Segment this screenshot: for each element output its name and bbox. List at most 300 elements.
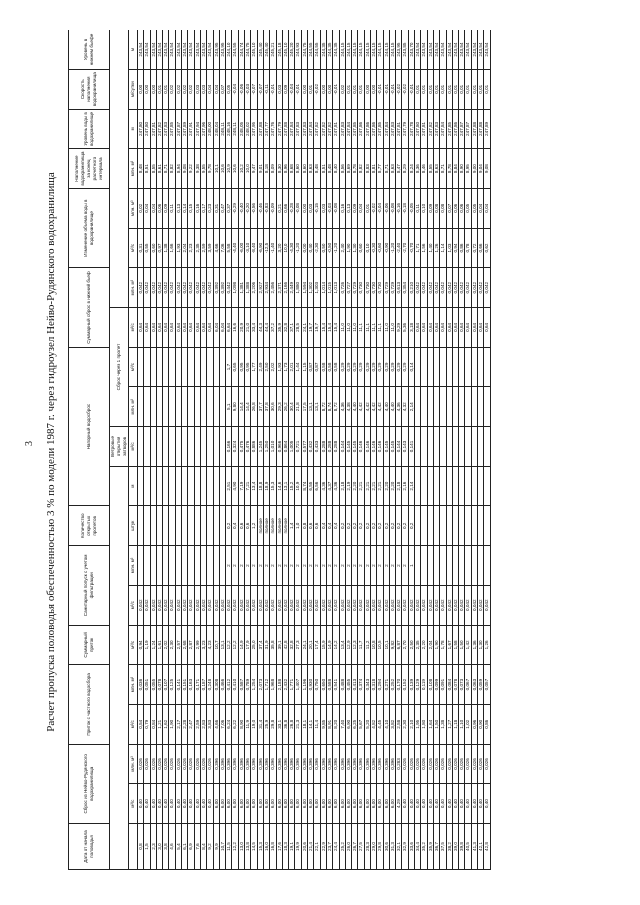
table-cell: 0,396: [213, 744, 219, 784]
table-cell: 0,06: [156, 188, 162, 228]
table-cell: 0,47: [219, 188, 225, 228]
table-cell: 25,2: [339, 824, 345, 870]
table-cell: полное: [270, 506, 276, 546]
table-cell: 245,10: [282, 30, 288, 69]
table-cell: 27,3: [295, 625, 301, 665]
table-cell: 6,00: [270, 784, 276, 824]
table-cell: 9,80: [232, 387, 238, 427]
table-cell: 8,69: [345, 149, 351, 189]
column-unit-header: м³/с: [129, 347, 138, 387]
table-cell: 24,1: [301, 625, 307, 665]
table-cell: 32,9: [402, 824, 408, 870]
table-cell: 0,466: [219, 665, 225, 705]
table-cell: 8,48: [314, 149, 320, 189]
table-cell: 0,04: [484, 188, 490, 228]
table-cell: 0,396: [257, 744, 263, 784]
table-cell: 2: [370, 546, 376, 586]
table-cell: 243,54: [207, 30, 213, 69]
table-cell: 1,38: [440, 704, 446, 744]
table-cell: 1,21: [156, 704, 162, 744]
table-cell: 2,166: [282, 268, 288, 308]
table-cell: 247,82: [156, 109, 162, 149]
table-cell: 247,87: [465, 109, 471, 149]
table-cell: 15,4: [320, 308, 326, 348]
table-cell: 0,04: [207, 69, 213, 109]
table-cell: 0,392: [213, 268, 219, 308]
table-cell: 0,37: [226, 188, 232, 228]
table-cell: 0,00: [138, 69, 144, 109]
table-cell: 17,4: [314, 625, 320, 665]
table-cell: 0,6: [308, 506, 314, 546]
table-cell: 8,91: [326, 704, 332, 744]
table-cell: 0,166: [226, 427, 232, 467]
table-cell: 245,10: [251, 30, 257, 69]
table-cell: 0,073: [459, 665, 465, 705]
table-cell: 0,29: [358, 347, 364, 387]
table-cell: 0,042: [452, 268, 458, 308]
table-cell: 6,87: [396, 625, 402, 665]
table-cell: 15,3: [270, 466, 276, 506]
column-unit-header: м³/с: [129, 704, 138, 744]
table-cell: 0,587: [238, 665, 244, 705]
table-cell: -0,01: [270, 69, 276, 109]
table-cell: 244,75: [301, 30, 307, 69]
table-cell: 6,00: [245, 784, 251, 824]
table-cell: 0,343: [364, 665, 370, 705]
table-cell: 0,64: [207, 308, 213, 348]
table-cell: 0,29: [383, 347, 389, 387]
table-cell: 0,152: [402, 665, 408, 705]
table-cell: 0,64: [163, 308, 169, 348]
table-cell: -8,40: [251, 228, 257, 268]
table-cell: 4,37: [326, 466, 332, 506]
table-cell: 0,64: [484, 308, 490, 348]
table-cell: 2: [326, 546, 332, 586]
table-cell: 1,30: [478, 625, 484, 665]
table-cell: 0,00: [150, 69, 156, 109]
table-cell: 247,85: [352, 109, 358, 149]
table-cell: -0,02: [314, 69, 320, 109]
column-group-header: Дата от начала половодья: [69, 824, 110, 870]
table-cell: 2,02: [270, 347, 276, 387]
table-cell: 0,40: [169, 784, 175, 824]
table-cell: 0,2: [358, 506, 364, 546]
table-cell: 247,85: [169, 109, 175, 149]
table-cell: 0,042: [358, 585, 364, 625]
table-cell: 1,381: [238, 268, 244, 308]
table-cell: 244,55: [308, 30, 314, 69]
table-cell: 245,40: [257, 30, 263, 69]
table-cell: -2,40: [396, 228, 402, 268]
table-cell: 4,40: [383, 387, 389, 427]
table-cell: 248,02: [245, 109, 251, 149]
table-cell: 0,042: [465, 585, 471, 625]
table-cell: 31,9: [263, 625, 269, 665]
column-unit-header: м³/с: [129, 784, 138, 824]
table-cell: 0,64: [175, 308, 181, 348]
table-cell: 22,1: [314, 824, 320, 870]
table-cell: 6,00: [345, 784, 351, 824]
table-cell: 2,20: [421, 625, 427, 665]
table-cell: 0,042: [200, 268, 206, 308]
table-cell: 14,5: [251, 824, 257, 870]
table-cell: 0,727: [345, 268, 351, 308]
table-cell: 6,00: [301, 784, 307, 824]
table-cell: 37,5: [440, 824, 446, 870]
table-cell: 1,196: [301, 665, 307, 705]
table-cell: 0,2: [389, 506, 395, 546]
table-cell: 0,042: [352, 585, 358, 625]
table-cell: 247,85: [446, 109, 452, 149]
table-cell: 1,30: [352, 228, 358, 268]
table-cell: 42,8: [484, 824, 490, 870]
table-cell: 0,40: [433, 784, 439, 824]
table-cell: 1,93: [175, 228, 181, 268]
table-cell: 35,2: [421, 824, 427, 870]
table-cell: 1,594: [301, 268, 307, 308]
table-cell: 4,29: [396, 784, 402, 824]
table-cell: 8,55: [427, 149, 433, 189]
table-cell: 247,94: [194, 109, 200, 149]
table-cell: -0,07: [257, 69, 263, 109]
table-cell: 11,0: [345, 308, 351, 348]
table-cell: 0,091: [440, 665, 446, 705]
table-cell: 247,79: [276, 109, 282, 149]
table-cell: 0,64: [459, 308, 465, 348]
table-cell: 8,48: [138, 149, 144, 189]
table-cell: 0,541: [333, 665, 339, 705]
table-cell: 9,08: [182, 149, 188, 189]
table-cell: 0,026: [459, 744, 465, 784]
table-cell: 0,13: [175, 188, 181, 228]
table-cell: 31,3: [389, 824, 395, 870]
table-cell: 0,03: [200, 69, 206, 109]
table-cell: 0,66: [282, 188, 288, 228]
table-cell: 247,89: [182, 109, 188, 149]
table-cell: 243,54: [150, 30, 156, 69]
table-cell: 6,00: [295, 784, 301, 824]
table-cell: [484, 546, 490, 586]
table-cell: 248,00: [207, 109, 213, 149]
table-cell: 1,64: [427, 704, 433, 744]
table-cell: -0,08: [333, 188, 339, 228]
table-cell: 7,06: [219, 228, 225, 268]
table-cell: 1,73: [282, 347, 288, 387]
table-cell: 247,84: [289, 109, 295, 149]
table-cell: 37,1: [289, 308, 295, 348]
table-cell: 0,02: [339, 69, 345, 109]
table-cell: 248,05: [238, 109, 244, 149]
table-cell: 0,31: [213, 188, 219, 228]
table-cell: 2,30: [402, 704, 408, 744]
table-cell: 2,01: [289, 347, 295, 387]
table-cell: 8,77: [377, 149, 383, 189]
table-cell: 0,042: [263, 585, 269, 625]
table-cell: 19,9: [295, 824, 301, 870]
table-cell: 0,64: [433, 308, 439, 348]
table-cell: 0,067: [465, 665, 471, 705]
table-cell: 3,59: [207, 228, 213, 268]
table-cell: 0,29: [339, 347, 345, 387]
table-cell: 21,8: [295, 387, 301, 427]
table-cell: 3,82: [389, 704, 395, 744]
table-cell: 26,7: [352, 824, 358, 870]
table-cell: 9,29: [396, 308, 402, 348]
table-cell: 2,927: [257, 268, 263, 308]
table-cell: 15,4: [333, 308, 339, 348]
table-cell: 0,042: [339, 585, 345, 625]
table-cell: 10,0: [282, 228, 288, 268]
header-units-row: [129, 30, 138, 870]
table-cell: 37,7: [257, 387, 263, 427]
table-cell: 0,07: [446, 188, 452, 228]
table-cell: 4,66: [213, 704, 219, 744]
column-unit-header: м³/с: [129, 427, 138, 467]
table-cell: 1,18: [452, 704, 458, 744]
table-cell: 26,0: [345, 824, 351, 870]
table-cell: 0,442: [226, 268, 232, 308]
table-cell: 2,14: [408, 466, 414, 506]
table-cell: 0,14: [182, 188, 188, 228]
table-cell: 18,3: [282, 824, 288, 870]
table-cell: 2,49: [257, 347, 263, 387]
table-cell: -0,28: [289, 188, 295, 228]
table-cell: -0,30: [370, 228, 376, 268]
table-cell: 10,1: [213, 149, 219, 189]
table-cell: 28,5: [295, 308, 301, 348]
table-cell: 0,318: [370, 665, 376, 705]
table-cell: 248,04: [213, 109, 219, 149]
table-cell: 247,80: [415, 109, 421, 149]
table-cell: 0,04: [358, 188, 364, 228]
table-cell: 247,86: [452, 109, 458, 149]
table-cell: 6,00: [263, 784, 269, 824]
table-cell: 8,68: [289, 149, 295, 189]
table-cell: 0,04: [213, 69, 219, 109]
table-cell: 11,0: [383, 308, 389, 348]
table-cell: 247,84: [440, 109, 446, 149]
table-cell: 243,54: [415, 30, 421, 69]
table-cell: 2,87: [188, 625, 194, 665]
table-cell: 1,7: [226, 347, 232, 387]
table-cell: 6,00: [314, 784, 320, 824]
table-cell: 0,396: [270, 744, 276, 784]
table-cell: 0,042: [465, 268, 471, 308]
table-cell: -3,10: [245, 228, 251, 268]
table-cell: 0,042: [251, 585, 257, 625]
table-cell: 0,730: [370, 268, 376, 308]
table-cell: 1,50: [433, 704, 439, 744]
table-cell: 1,245: [257, 427, 263, 467]
table-cell: 2: [232, 546, 238, 586]
table-cell: 247,80: [144, 109, 150, 149]
table-cell: 0,396: [377, 744, 383, 784]
table-cell: 0,40: [446, 784, 452, 824]
table-cell: 247,76: [270, 109, 276, 149]
table-cell: 8,55: [150, 149, 156, 189]
column-unit-header: млн. м³: [129, 546, 138, 586]
table-cell: 0,026: [169, 744, 175, 784]
table-cell: 0,2: [364, 506, 370, 546]
table-cell: 11,7: [358, 625, 364, 665]
table-cell: 0,057: [484, 665, 490, 705]
table-cell: 2: [320, 546, 326, 586]
table-cell: 20,6: [301, 824, 307, 870]
table-cell: 0,042: [446, 585, 452, 625]
table-cell: 2: [364, 546, 370, 586]
table-cell: 247,83: [433, 109, 439, 149]
table-cell: 0,09: [163, 188, 169, 228]
table-cell: 0,042: [345, 585, 351, 625]
table-cell: 247,83: [339, 109, 345, 149]
table-cell: 1,26: [433, 228, 439, 268]
table-cell: 0,042: [289, 585, 295, 625]
table-cell: 247,79: [402, 109, 408, 149]
table-cell: 1,302: [308, 268, 314, 308]
table-cell: 10,5: [377, 625, 383, 665]
table-cell: 30,4: [289, 387, 295, 427]
table-cell: 0,146: [377, 427, 383, 467]
table-cell: 0,042: [459, 585, 465, 625]
table-cell: 6,24: [226, 704, 232, 744]
table-cell: 0,01: [427, 69, 433, 109]
table-cell: 0,042: [421, 268, 427, 308]
table-cell: 12,9: [345, 625, 351, 665]
table-cell: 6,00: [232, 784, 238, 824]
table-cell: 12,2: [232, 824, 238, 870]
table-cell: 1,61: [156, 625, 162, 665]
table-cell: 9,00: [471, 149, 477, 189]
table-cell: 6,00: [213, 784, 219, 824]
table-cell: 0,151: [182, 665, 188, 705]
table-cell: 0,026: [471, 744, 477, 784]
table-cell: 1,5: [144, 824, 150, 870]
table-cell: 0,60: [358, 228, 364, 268]
table-cell: 0,354: [402, 268, 408, 308]
table-cell: 0,729: [383, 268, 389, 308]
table-cell: 2,18: [396, 466, 402, 506]
table-cell: 1,58: [452, 625, 458, 665]
table-cell: 0,55: [144, 228, 150, 268]
table-cell: 0,15: [188, 188, 194, 228]
table-cell: 24,4: [333, 824, 339, 870]
table-cell: 6,00: [383, 784, 389, 824]
table-cell: 0,886: [251, 427, 257, 467]
table-cell: 0,62: [484, 228, 490, 268]
table-cell: 0,042: [169, 268, 175, 308]
table-cell: 2,206: [251, 268, 257, 308]
table-cell: 6,56: [314, 466, 320, 506]
table-cell: 8,78: [446, 149, 452, 189]
table-cell: 13,1: [219, 625, 225, 665]
column-group-header: Суммарный сброс в нижний бьеф: [69, 268, 110, 347]
table-cell: 11,1: [377, 308, 383, 348]
table-cell: 0,288: [320, 427, 326, 467]
table-cell: -0,06: [238, 69, 244, 109]
table-cell: 243,54: [163, 30, 169, 69]
table-cell: 0,6: [238, 506, 244, 546]
table-cell: 247,81: [421, 109, 427, 149]
table-cell: 0,730: [377, 268, 383, 308]
table-cell: 9,08: [484, 149, 490, 189]
table-cell: 0,042: [440, 268, 446, 308]
table-cell: 0,413: [352, 665, 358, 705]
table-cell: 0,2: [383, 506, 389, 546]
table-cell: 244,15: [389, 30, 395, 69]
table-cell: 243,54: [144, 30, 150, 69]
table-cell: 0,042: [207, 268, 213, 308]
table-cell: 0,00: [301, 228, 307, 268]
table-cell: 0,042: [144, 268, 150, 308]
table-cell: 27,5: [358, 824, 364, 870]
column-unit-header: м: [129, 466, 138, 506]
table-cell: 0,2: [402, 506, 408, 546]
table-cell: 0,042: [421, 585, 427, 625]
table-cell: 13,1: [308, 387, 314, 427]
table-cell: 0,40: [471, 784, 477, 824]
table-cell: -0,20: [245, 188, 251, 228]
table-cell: 1,013: [333, 268, 339, 308]
table-cell: 15,4: [326, 308, 332, 348]
table-cell: 2: [339, 546, 345, 586]
table-cell: 0,026: [207, 744, 213, 784]
table-cell: 0,05: [471, 188, 477, 228]
table-cell: 25,9: [263, 704, 269, 744]
table-cell: 0,00: [326, 69, 332, 109]
table-cell: 10,0: [245, 149, 251, 189]
table-cell: 243,54: [484, 30, 490, 69]
table-cell: -0,06: [383, 188, 389, 228]
table-cell: 9,55: [200, 149, 206, 189]
table-cell: 6,04: [219, 308, 225, 348]
table-cell: 18,1: [301, 704, 307, 744]
table-cell: полное: [257, 506, 263, 546]
table-cell: 1,250: [263, 427, 269, 467]
table-cell: 6,00: [308, 784, 314, 824]
table-cell: 0,042: [440, 585, 446, 625]
table-cell: 2: [251, 546, 257, 586]
table-cell: 0,29: [370, 347, 376, 387]
table-cell: 0,324: [232, 427, 238, 467]
table-cell: 35,9: [427, 824, 433, 870]
table-cell: -0,02: [396, 69, 402, 109]
table-cell: 0,187: [200, 665, 206, 705]
table-cell: 10,7: [213, 625, 219, 665]
table-cell: 247,82: [326, 109, 332, 149]
table-cell: 0,64: [421, 308, 427, 348]
table-cell: 11,9: [245, 704, 251, 744]
table-cell: 11,5: [226, 824, 232, 870]
table-cell: 247,86: [358, 109, 364, 149]
table-cell: 29,0: [370, 824, 376, 870]
table-cell: 3,23: [200, 625, 206, 665]
table-cell: -6,00: [238, 228, 244, 268]
table-cell: 6,22: [232, 704, 238, 744]
table-cell: 244,15: [383, 30, 389, 69]
table-cell: -1,20: [389, 228, 395, 268]
table-cell: 0,170: [396, 665, 402, 705]
table-cell: 0,396: [308, 744, 314, 784]
table-cell: 243,54: [200, 30, 206, 69]
table-cell: 0,730: [364, 268, 370, 308]
table-cell: 247,86: [364, 109, 370, 149]
table-cell: 247,89: [484, 109, 490, 149]
table-cell: 38,2: [446, 824, 452, 870]
table-cell: 2,456: [270, 268, 276, 308]
table-cell: 0,026: [408, 744, 414, 784]
table-cell: 0,01: [440, 69, 446, 109]
table-cell: 0,84: [150, 704, 156, 744]
